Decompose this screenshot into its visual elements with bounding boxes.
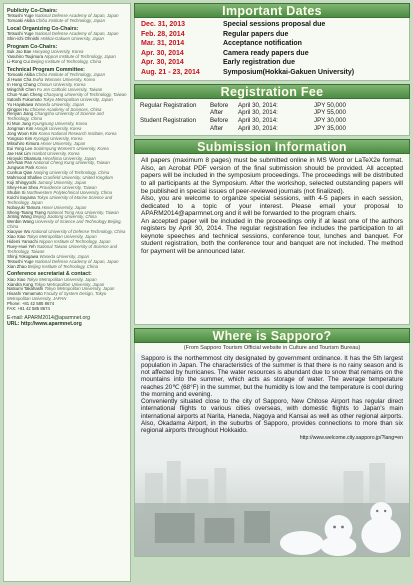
member-name: Yu Hayakawa: [7, 101, 34, 107]
member-name: Eui Yong Lee: [7, 145, 33, 151]
member-affiliation: Chosun University, Korea: [37, 81, 86, 87]
member-name: Mahmood Shafiee: [7, 175, 42, 181]
date-value: Aug. 21 - 23, 2014: [141, 68, 200, 76]
member-name: Yasuhiro Tsujimura: [7, 54, 44, 60]
sapporo-paragraph: Sapporo is the northernmost city designated by government ordinance. It has the 5th largest population in Japan. The characteristics of the summer is that there is no rainy season and is not affected by hurricanes. The water resources is abundant due to snow that remains on the mountains into the summer, which acts as storage of water. The average temperature reaches 20℃ (68°F) in the summer, but the humidity is low and the temperature is cool during the morning and evening.: [141, 354, 403, 398]
member-affiliation: National Cheng Kung University, Taiwan: [33, 160, 110, 166]
member-name: Natsumi Takahashi: [7, 286, 44, 292]
fee-date: April 30, 2014:: [238, 101, 278, 109]
fee-amount: JPY 35,000: [314, 124, 346, 132]
fee-amount: JPY 50,000: [314, 101, 346, 109]
member-name: In Hong Chang: [7, 81, 36, 87]
fee-row: [140, 117, 404, 125]
registration-fee-panel: [134, 99, 410, 137]
date-value: Apr. 30, 2014: [141, 59, 184, 67]
member-affiliation: Tokyo Metropolitan University, Japan: [42, 96, 113, 102]
date-row: [141, 39, 403, 49]
submission-paragraph: All papers (maximum 8 pages) must be submitted online in MS Word or LaTeX2e format. Also, an Acrobat PDF version of the final submission should be provided. All accepted papers will be included in the symposium proceedings. The proceedings will be distributed to all participants at the Symposium. After the workshop, selected outstanding papers will be published in special issues of peer-reviewed journals (not finalized).: [141, 157, 403, 195]
member-affiliation: National Taiwan University of Science and Technology, Taiwan: [7, 243, 117, 254]
committee-section-title: Program Co-Chairs:: [7, 44, 58, 51]
date-value: Dec. 31, 2013: [141, 21, 185, 28]
date-event: Camera ready papers due: [223, 49, 309, 57]
member-affiliation: National Defense Academy of Japan, Japan: [34, 258, 119, 264]
member-name: Yongsoo Kim: [7, 135, 33, 141]
member-affiliation: Tokyo Metropolitan University, Japan: [34, 281, 105, 287]
important-dates-banner: Important Dates: [134, 3, 410, 18]
member-name: Xiandra Kong: [7, 281, 34, 287]
member-name: Tetsushi Yuge: [7, 258, 34, 264]
member-name: FAX: +81 42 585 8674: [7, 306, 50, 312]
member-affiliation: Chinese Academy of Sciences, China: [29, 106, 102, 112]
member-name: Wenbin Wang: [7, 219, 34, 225]
date-event: Symposium(Hokkai-Gakuen University): [223, 68, 355, 76]
member-affiliation: Chiba Institute of Technology, Japan: [35, 72, 105, 78]
member-name: Koichi Suyama: [7, 194, 36, 200]
contact-email[interactable]: E-mail: APARM2014@aparmnet.org: [7, 314, 91, 321]
fee-amount: JPY 30,000: [314, 116, 346, 124]
important-dates-panel: [134, 18, 410, 81]
member-name: Jae Hak Lim: [7, 150, 31, 156]
member-name: Tomoaki Akiba: [7, 72, 35, 78]
fee-kind: [140, 125, 210, 133]
member-affiliation: Korea: [35, 165, 47, 171]
member-name: Mingchih Chen: [7, 86, 36, 92]
date-event: Early registration due: [223, 59, 295, 67]
member-affiliation: Tokyo Metropolitan University, Japan: [26, 276, 97, 282]
member-affiliation: Hosei University, Japan: [40, 140, 86, 146]
fee-date: April 30, 2014:: [238, 116, 278, 124]
registration-fee-banner: Registration Fee: [134, 84, 410, 99]
member-name: Jeh-Nan Pan: [7, 160, 33, 166]
date-row: [141, 68, 403, 78]
member-affiliation: Ewha Womans University, Korea: [32, 77, 96, 83]
member-affiliation: University of Science and Technology Beijing, China: [7, 219, 122, 230]
member-affiliation: Hokkai-Gakuen University, Japan: [40, 36, 104, 42]
member-affiliation: Hiroshima University, Japan: [42, 155, 96, 161]
member-name: Hisashi Yamamoto: [7, 291, 43, 297]
member-affiliation: Cranfield University, United Kingdom: [43, 175, 113, 181]
date-value: Mar. 31, 2014: [141, 40, 185, 48]
member-affiliation: Beijing Institute of Technology, China: [27, 263, 99, 269]
member-name: Sheng-Tsaing Tseng: [7, 209, 46, 215]
member-affiliation: Fu Jen Catholic University, Taiwan: [36, 86, 103, 92]
member-name: Ji Hwan Cha: [7, 77, 32, 83]
fee-kind: [140, 109, 210, 117]
member-name: Hiroyuki Okamura: [7, 155, 42, 161]
fee-when: Before: [210, 116, 229, 124]
date-row: [141, 49, 403, 59]
member-name: Xiao Xiao: [7, 276, 26, 282]
fee-amount: JPY 55,000: [314, 109, 346, 117]
content-column: [134, 3, 410, 557]
sapporo-website-link[interactable]: http://www.welcome.city.sapporo.jp/?lang=en: [299, 435, 403, 442]
member-affiliation: Hongik University, Korea: [34, 126, 82, 132]
where-sapporo-banner: Where is Sapporo?: [134, 328, 410, 343]
committee-column: [3, 3, 131, 582]
member-affiliation: Kyonggi University, Korea: [33, 135, 83, 141]
date-row: [141, 58, 403, 68]
fee-when: After: [210, 109, 224, 117]
member-affiliation: Beijing Institute of Technology, China: [30, 59, 102, 65]
member-name: Shin-ichi Ohnishi: [7, 36, 40, 42]
member-name: Xiaoyue Wu: [7, 229, 31, 235]
fee-date: April 30, 2014:: [238, 124, 278, 132]
member-affiliation: Nanjing University of Technology, China: [33, 170, 110, 176]
fee-when: After: [210, 124, 224, 132]
member-affiliation: Tokyo University of Marine Science and Technology, Japan: [7, 194, 113, 205]
member-name: Tetsushi Yuge: [7, 13, 34, 19]
committee-section-title: Technical Program Committee:: [7, 66, 85, 73]
committee-section-title: Conference secretariat & contact:: [7, 271, 92, 278]
committee-member: [7, 37, 127, 42]
fee-row: [140, 109, 404, 117]
member-affiliation: Kyungsung University, Korea: [32, 121, 88, 127]
member-affiliation: Waseda University, Japan: [39, 253, 90, 259]
fee-kind: Student Registration: [140, 116, 197, 124]
member-affiliation: Faculty of System Design, Tokyo Metropolitan University, JAPAN: [7, 291, 107, 302]
member-name: Tomoaki Akiba: [7, 18, 35, 24]
date-row: [141, 30, 403, 40]
member-name: Jongman Kim: [7, 126, 34, 132]
member-affiliation: National Defense Academy of Japan, Japan: [34, 31, 119, 37]
committee-member: [7, 60, 127, 65]
fee-row: [140, 102, 404, 110]
member-affiliation: Tokyo Metropolitan University, Japan: [26, 234, 97, 240]
member-affiliation: Sookmyung Women's University, Korea: [33, 145, 109, 151]
member-name: Nobuyuki Tamura: [7, 204, 41, 210]
member-affiliation: Jumonji University, Japan: [37, 180, 87, 186]
member-name: Suk Joo Bae: [7, 49, 32, 55]
member-name: Phone: +81 42 585 8674: [7, 301, 55, 307]
where-sapporo-panel: [134, 343, 410, 557]
date-value: Apr. 30, 2014: [141, 49, 184, 57]
fee-row: [140, 125, 404, 133]
date-row: [141, 20, 403, 30]
member-name: Mitsuhiro Kimura: [7, 140, 40, 146]
submission-paragraph: Also, you are welcome to organize special sessions, with 4-5 papers in each session, dedicated to a topic of your interest. Please email your proposal to APARM2014@aparmnet.org and it will be forwarded to the program chairs.: [141, 195, 403, 218]
member-affiliation: Hosei University, Japan: [41, 204, 87, 210]
member-affiliation: National University of Defense Technology, China: [31, 229, 126, 235]
fee-kind: Regular Registration: [140, 101, 197, 109]
member-affiliation: Waseda University, Japan: [34, 101, 85, 107]
fee-when: Before: [210, 101, 229, 109]
sapporo-paragraph: Conveniently situated close to the city of Sapporo, New Chitose Airport has regular direct international flights to various cities overseas, with domestic flights to Japan's main international airports at Narita, Haneda, Nagoya and Kansai as well as other regional airports. Also, Okadama Airport, in the suburbs of Sapporo, provides connections to more than six regional airports throughout Hokkaido.: [141, 398, 403, 434]
contact-url[interactable]: URL: http://www.aparmnet.org: [7, 320, 82, 327]
member-name: Renyan Jiang: [7, 111, 34, 117]
member-name: Jong Woon Kim: [7, 131, 38, 137]
member-affiliation: Hanbat University, Korea: [32, 150, 80, 156]
member-affiliation: Hanyang University, Korea: [32, 49, 84, 55]
member-name: Shey-Huei Sheu: [7, 185, 39, 190]
sapporo-photo-area: [135, 353, 409, 556]
member-name: Xian Zhao: [7, 263, 27, 269]
date-event: Acceptance notification: [223, 40, 302, 48]
fee-date: April 30, 2014:: [238, 109, 278, 117]
member-name: Koji Shingyochi: [7, 180, 37, 186]
member-name: Jinting Wang: [7, 214, 32, 220]
committee-member: [7, 19, 127, 24]
committee-member: [7, 265, 127, 270]
member-affiliation: National Tsing Hua University, Taiwan: [47, 209, 119, 215]
member-name: Shinji Yokogawa: [7, 253, 39, 259]
member-name: Xiao Xiao: [7, 234, 26, 240]
member-name: Satoshi Fukumoto: [7, 96, 42, 102]
member-affiliation: National Defense Academy of Japan, Japan: [34, 13, 119, 19]
member-affiliation: Northwestern Polytechnical University, China: [26, 189, 113, 195]
committee-member: [7, 307, 127, 312]
member-affiliation: Tokyo Metropolitan University, Japan: [44, 286, 115, 292]
member-affiliation: Nippon Institute of Technology, Japan: [44, 54, 116, 60]
member-affiliation: Chiba Institute of Technology, Japan: [35, 18, 105, 24]
submission-paragraph: An accepted paper will be included in the proceedings only if at least one of the authors registers by April 30, 2014. The regular registration fee includes the participation to all keynote speeches and technical sessions, conference tour, lunches and banquet. For student registration, both the conference tour and banquet are not included. The method for payment will be announced later.: [141, 217, 403, 255]
member-affiliation: Nippon Institute of Technology, Japan: [39, 238, 111, 244]
member-affiliation: Beijing Jiaotong University, China: [32, 214, 97, 220]
member-name: Li-Rong Cui: [7, 59, 30, 65]
member-name: Chun-Yuan Cheng: [7, 91, 43, 97]
member-name: Tetsushi Yuge: [7, 31, 34, 37]
member-affiliation: Korea National Research Institute, Korea: [38, 131, 117, 137]
member-name: Hidemi Yamachi: [7, 238, 38, 244]
member-name: Ruey-Huei Yeh: [7, 243, 36, 249]
where-source-note: (From Sapporo Tourism Official website in Culture and Tourism Bureau): [183, 345, 361, 352]
member-name: Ki Mun Jung: [7, 121, 31, 127]
member-name: Qingpei Hu: [7, 106, 29, 112]
member-affiliation: Providence University, Taiwan: [39, 185, 97, 190]
date-value: Feb. 28, 2014: [141, 30, 185, 38]
date-event: Special sessions proposal due: [223, 21, 326, 28]
submission-info-banner: Submission Information: [134, 139, 410, 154]
committee-section-title: Publicity Co-Chairs:: [7, 8, 58, 14]
member-affiliation: Chaoyang University of Technology, Taiwan: [43, 91, 127, 97]
committee-section-title: Local Organizing Co-Chairs:: [7, 26, 79, 33]
date-event: Regular papers due: [223, 30, 289, 38]
member-name: Cunhua Qian: [7, 170, 33, 176]
member-affiliation: Changsha University of Science and Technology, China: [7, 111, 104, 122]
submission-info-panel: [134, 154, 410, 325]
member-name: Shubin Si: [7, 189, 26, 195]
member-name: Jungwon Park: [7, 165, 35, 171]
